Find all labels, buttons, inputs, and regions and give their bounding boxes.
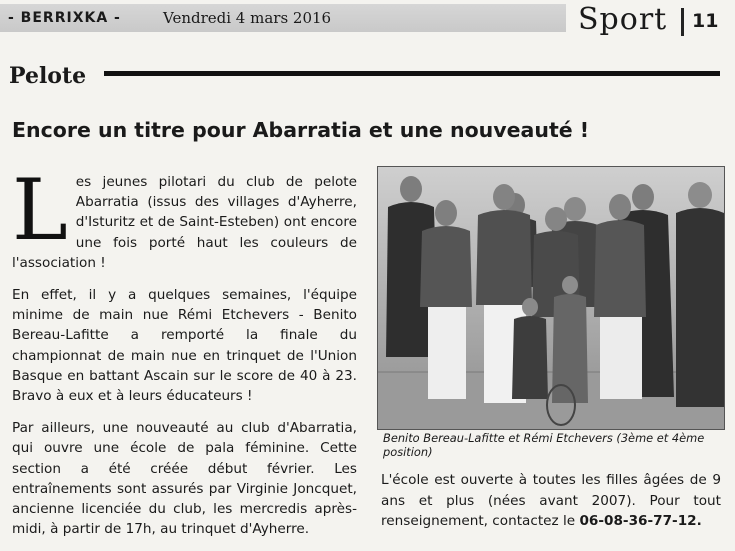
team-photo bbox=[377, 166, 725, 430]
article-column bbox=[12, 161, 357, 551]
paragraph-1 bbox=[12, 161, 357, 273]
team-photo-image bbox=[378, 167, 724, 429]
rubric-title: Pelote bbox=[9, 63, 87, 89]
page-number: 11 bbox=[692, 10, 719, 32]
rubric-rule bbox=[104, 71, 720, 76]
publication-name: - BERRIXKA - bbox=[8, 10, 121, 26]
paragraph-3: Par ailleurs, une nouveauté au club d'Abarratia, qui ouvre une école de pala féminine. Cette section a été créée début février. Les entraînements sont assurés par Virginie Joncquet, ancienne licenciée du club, les mercredis après-midi, à partir de 17h, au trinquet d'Ayherre. bbox=[12, 420, 357, 538]
contact-paragraph bbox=[381, 470, 721, 532]
contact-text: L'école est ouverte à toutes les filles âgées de 9 ans et plus (nées avant 2007). Pour tout renseignement, contactez le bbox=[381, 472, 721, 529]
section-title: Sport bbox=[578, 2, 668, 37]
issue-date: Vendredi 4 mars 2016 bbox=[163, 9, 332, 27]
photo-caption: Benito Bereau-Lafitte et Rémi Etchevers (3ème et 4ème position) bbox=[383, 431, 705, 459]
paragraph-2: En effet, il y a quelques semaines, l'équipe minime de main nue Rémi Etchevers - Benito Bereau-Lafitte a remporté la finale du championnat de main nue en trinquet de l'Union Basque en battant Ascain sur le score de 40 à 23. Bravo à eux et à leurs éducateurs ! bbox=[12, 287, 357, 405]
paragraph-1-text: es jeunes pilotari du club de pelote Abarratia (issus des villages d'Ayherre, d'Isturitz et de Saint-Esteben) ont encore une fois porté haut les couleurs de l'association ! bbox=[12, 174, 357, 271]
phone-number: 06-08-36-77-12. bbox=[579, 513, 702, 529]
section-divider bbox=[681, 8, 684, 36]
drop-cap: L bbox=[12, 161, 68, 259]
article-headline: Encore un titre pour Abarratia et une nouveauté ! bbox=[12, 118, 590, 142]
